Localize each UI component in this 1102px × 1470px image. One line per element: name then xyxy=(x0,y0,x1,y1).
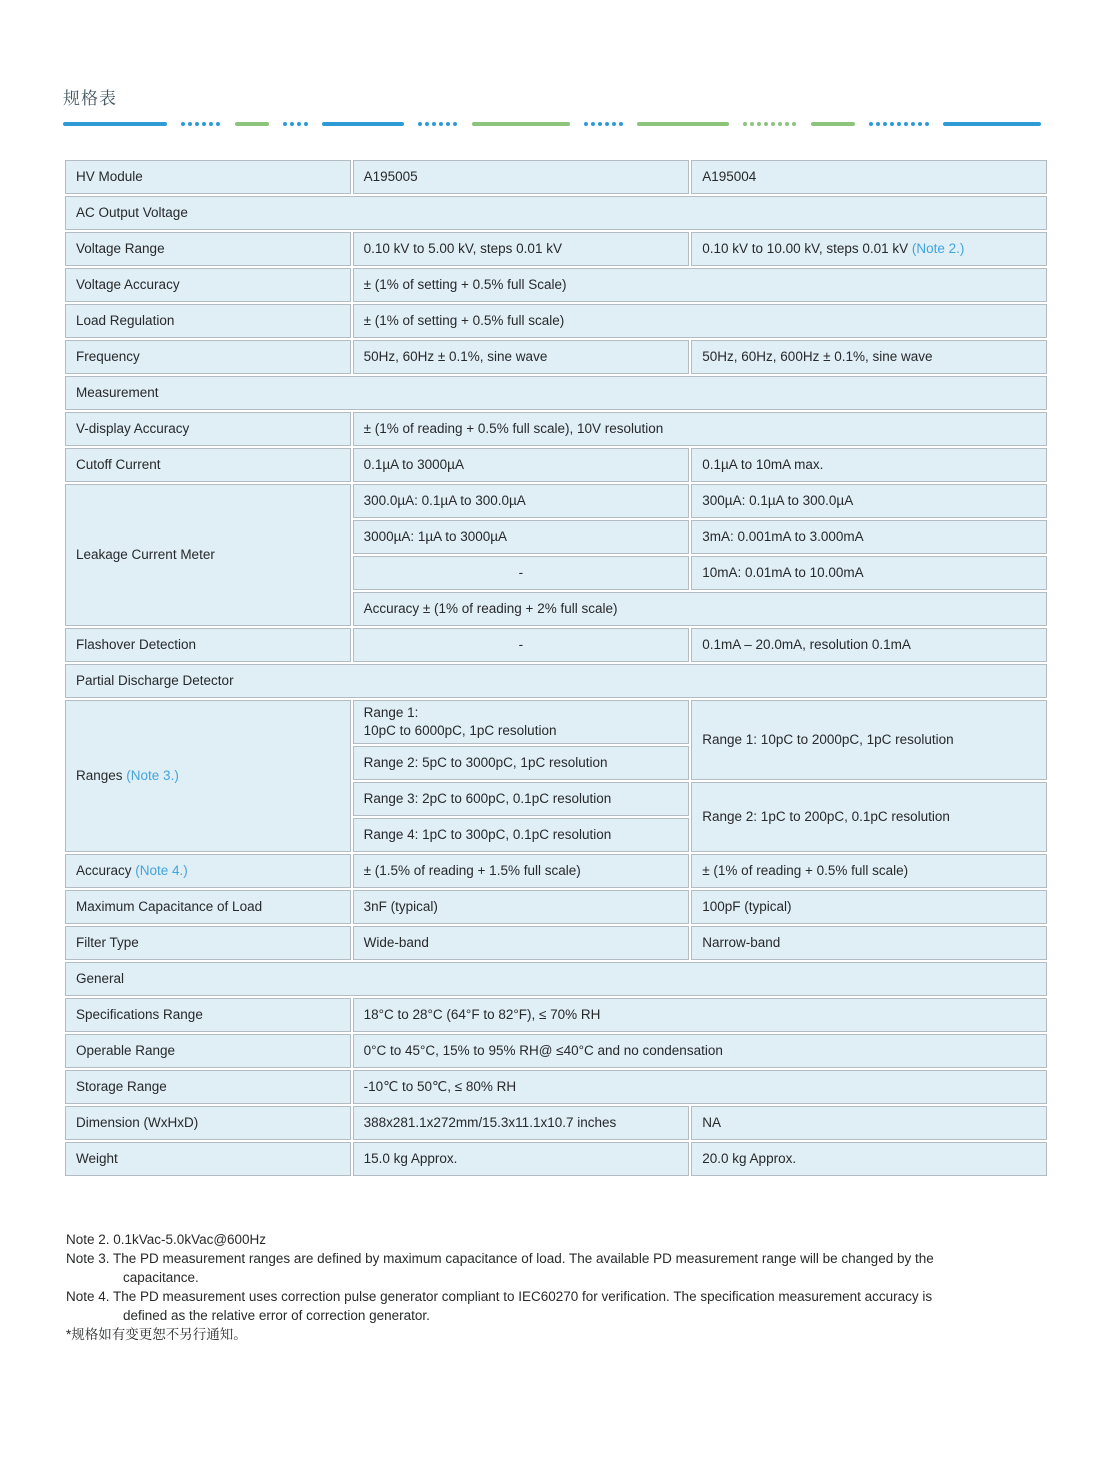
filter-type-value-b: Narrow-band xyxy=(691,926,1047,960)
flashover-value-a: - xyxy=(353,628,690,662)
divider-dot-group xyxy=(181,122,220,126)
footnote-note3: Note 3. The PD measurement ranges are defined by maximum capacitance of load. The available PD measurement range will be changed by the capacitance. xyxy=(66,1251,934,1285)
ranges-label-text: Ranges xyxy=(76,768,127,783)
section-row-measurement xyxy=(65,376,1047,410)
header-model-a195005: A195005 xyxy=(353,160,690,194)
leakage-row1-value-b: 300µA: 0.1µA to 300.0µA xyxy=(691,484,1047,518)
divider-dot xyxy=(202,122,206,126)
table-row-header xyxy=(65,160,1047,194)
divider-dot xyxy=(869,122,873,126)
v-display-accuracy-label: V-display Accuracy xyxy=(65,412,351,446)
table-row-ranges-1 xyxy=(65,700,1047,744)
divider-dot xyxy=(778,122,782,126)
divider-dot xyxy=(897,122,901,126)
ranges-b1-cell: Range 1: 10pC to 2000pC, 1pC resolution xyxy=(691,700,1047,780)
storage-range-label: Storage Range xyxy=(65,1070,351,1104)
divider-dot xyxy=(425,122,429,126)
voltage-range-value-a: 0.10 kV to 5.00 kV, steps 0.01 kV xyxy=(353,232,690,266)
divider-dot xyxy=(771,122,775,126)
divider-dot xyxy=(757,122,761,126)
divider-dot xyxy=(591,122,595,126)
leakage-row2-value-b: 3mA: 0.001mA to 3.000mA xyxy=(691,520,1047,554)
weight-value-b: 20.0 kg Approx. xyxy=(691,1142,1047,1176)
divider-dot xyxy=(904,122,908,126)
table-row-voltage-accuracy xyxy=(65,268,1047,302)
divider-dot xyxy=(743,122,747,126)
header-model-a195004: A195004 xyxy=(691,160,1047,194)
divider-dot-group xyxy=(283,122,308,126)
ranges-a2-cell: Range 2: 5pC to 3000pC, 1pC resolution xyxy=(353,746,690,780)
divider-dot xyxy=(446,122,450,126)
divider-dot xyxy=(453,122,457,126)
table-row-load-regulation xyxy=(65,304,1047,338)
divider-dot xyxy=(619,122,623,126)
divider-dot xyxy=(605,122,609,126)
divider-dot xyxy=(785,122,789,126)
table-row-pd-accuracy xyxy=(65,854,1047,888)
divider-dash xyxy=(943,122,1041,126)
voltage-accuracy-label: Voltage Accuracy xyxy=(65,268,351,302)
section-title-general: General xyxy=(65,962,1047,996)
note4-reference-link: (Note 4.) xyxy=(135,863,188,878)
max-capacitance-value-b: 100pF (typical) xyxy=(691,890,1047,924)
dimension-value-b: NA xyxy=(691,1106,1047,1140)
dimension-label: Dimension (WxHxD) xyxy=(65,1106,351,1140)
ranges-a1-line2: 10pC to 6000pC, 1pC resolution xyxy=(363,723,557,738)
divider-dot xyxy=(890,122,894,126)
table-row-weight xyxy=(65,1142,1047,1176)
pd-accuracy-label-text: Accuracy xyxy=(76,863,136,878)
divider-dot xyxy=(612,122,616,126)
divider-dot xyxy=(911,122,915,126)
ranges-label xyxy=(65,700,351,852)
leakage-row1-value-a: 300.0µA: 0.1µA to 300.0µA xyxy=(353,484,690,518)
divider-dot xyxy=(209,122,213,126)
pd-accuracy-value-b: ± (1% of reading + 0.5% full scale) xyxy=(691,854,1047,888)
section-row-ac-output xyxy=(65,196,1047,230)
divider-dot-group xyxy=(869,122,929,126)
voltage-range-value-b xyxy=(691,232,1047,266)
note3-reference-link: (Note 3.) xyxy=(126,768,179,783)
divider-dot xyxy=(584,122,588,126)
divider-dot xyxy=(925,122,929,126)
load-regulation-label: Load Regulation xyxy=(65,304,351,338)
frequency-label: Frequency xyxy=(65,340,351,374)
filter-type-label: Filter Type xyxy=(65,926,351,960)
divider-dot xyxy=(598,122,602,126)
divider-dash xyxy=(235,122,269,126)
section-row-partial-discharge xyxy=(65,664,1047,698)
operable-range-value: 0°C to 45°C, 15% to 95% RH@ ≤40°C and no condensation xyxy=(353,1034,1047,1068)
divider-dot xyxy=(764,122,768,126)
ranges-a4-cell: Range 4: 1pC to 300pC, 0.1pC resolution xyxy=(353,818,690,852)
divider-dot xyxy=(195,122,199,126)
divider-dot xyxy=(181,122,185,126)
storage-range-value: -10℃ to 50℃, ≤ 80% RH xyxy=(353,1070,1047,1104)
divider-dot xyxy=(750,122,754,126)
cutoff-current-value-a: 0.1µA to 3000µA xyxy=(353,448,690,482)
weight-value-a: 15.0 kg Approx. xyxy=(353,1142,690,1176)
footnote-note4: Note 4. The PD measurement uses correction pulse generator compliant to IEC60270 for verification. The specification measurement accuracy is defined as the relative error of correction generator. xyxy=(66,1289,933,1323)
divider-dot-group xyxy=(418,122,457,126)
divider-dot xyxy=(304,122,308,126)
voltage-accuracy-value: ± (1% of setting + 0.5% full Scale) xyxy=(353,268,1047,302)
section-title-measurement: Measurement xyxy=(65,376,1047,410)
frequency-value-a: 50Hz, 60Hz ± 0.1%, sine wave xyxy=(353,340,690,374)
divider-dot-group xyxy=(743,122,796,126)
leakage-current-meter-label: Leakage Current Meter xyxy=(65,484,351,626)
leakage-row3-value-a: - xyxy=(353,556,690,590)
divider-dash xyxy=(322,122,404,126)
ranges-a3-cell: Range 3: 2pC to 600pC, 0.1pC resolution xyxy=(353,782,690,816)
filter-type-value-a: Wide-band xyxy=(353,926,690,960)
section-row-general xyxy=(65,962,1047,996)
table-row-leakage-1 xyxy=(65,484,1047,518)
table-row-filter-type xyxy=(65,926,1047,960)
max-capacitance-label: Maximum Capacitance of Load xyxy=(65,890,351,924)
divider-dot xyxy=(216,122,220,126)
ranges-b2-cell: Range 2: 1pC to 200pC, 0.1pC resolution xyxy=(691,782,1047,852)
divider-dash xyxy=(811,122,855,126)
cutoff-current-value-b: 0.1µA to 10mA max. xyxy=(691,448,1047,482)
table-row-flashover xyxy=(65,628,1047,662)
divider-dot xyxy=(876,122,880,126)
table-row-operable-range xyxy=(65,1034,1047,1068)
divider-dot xyxy=(290,122,294,126)
divider-dot xyxy=(792,122,796,126)
table-row-voltage-range xyxy=(65,232,1047,266)
divider-dot xyxy=(439,122,443,126)
table-row-v-display-accuracy xyxy=(65,412,1047,446)
divider-dot xyxy=(283,122,287,126)
table-row-dimension xyxy=(65,1106,1047,1140)
frequency-value-b: 50Hz, 60Hz, 600Hz ± 0.1%, sine wave xyxy=(691,340,1047,374)
specifications-range-value: 18°C to 28°C (64°F to 82°F), ≤ 70% RH xyxy=(353,998,1047,1032)
weight-label: Weight xyxy=(65,1142,351,1176)
v-display-accuracy-value: ± (1% of reading + 0.5% full scale), 10V resolution xyxy=(353,412,1047,446)
divider-dot xyxy=(188,122,192,126)
divider-dot xyxy=(418,122,422,126)
footnotes xyxy=(66,1230,976,1344)
pd-accuracy-value-a: ± (1.5% of reading + 1.5% full scale) xyxy=(353,854,690,888)
dimension-value-a: 388x281.1x272mm/15.3x11.1x10.7 inches xyxy=(353,1106,690,1140)
divider-dot xyxy=(432,122,436,126)
table-row-specifications-range xyxy=(65,998,1047,1032)
table-row-storage-range xyxy=(65,1070,1047,1104)
divider-dot xyxy=(297,122,301,126)
operable-range-label: Operable Range xyxy=(65,1034,351,1068)
decorative-divider xyxy=(63,121,1041,126)
cutoff-current-label: Cutoff Current xyxy=(65,448,351,482)
footnote-disclaimer: *规格如有变更恕不另行通知。 xyxy=(66,1327,247,1342)
voltage-range-value-b-text: 0.10 kV to 10.00 kV, steps 0.01 kV xyxy=(702,241,912,256)
specifications-range-label: Specifications Range xyxy=(65,998,351,1032)
flashover-value-b: 0.1mA – 20.0mA, resolution 0.1mA xyxy=(691,628,1047,662)
specifications-table xyxy=(63,158,1049,1178)
page-title: 规格表 xyxy=(63,89,117,108)
divider-dash xyxy=(472,122,570,126)
table-row-frequency xyxy=(65,340,1047,374)
load-regulation-value: ± (1% of setting + 0.5% full scale) xyxy=(353,304,1047,338)
table-row-cutoff-current xyxy=(65,448,1047,482)
section-title-partial-discharge-detector: Partial Discharge Detector xyxy=(65,664,1047,698)
note2-reference-link: (Note 2.) xyxy=(911,241,965,256)
leakage-accuracy-value: Accuracy ± (1% of reading + 2% full scale) xyxy=(353,592,1047,626)
pd-accuracy-label xyxy=(65,854,351,888)
voltage-range-label: Voltage Range xyxy=(65,232,351,266)
max-capacitance-value-a: 3nF (typical) xyxy=(353,890,690,924)
table-row-max-capacitance xyxy=(65,890,1047,924)
flashover-detection-label: Flashover Detection xyxy=(65,628,351,662)
divider-dot-group xyxy=(584,122,623,126)
footnote-note2: Note 2. 0.1kVac-5.0kVac@600Hz xyxy=(66,1232,267,1247)
divider-dot xyxy=(918,122,922,126)
section-title-ac-output-voltage: AC Output Voltage xyxy=(65,196,1047,230)
leakage-row2-value-a: 3000µA: 1µA to 3000µA xyxy=(353,520,690,554)
divider-dot xyxy=(883,122,887,126)
divider-dash xyxy=(63,122,167,126)
divider-dash xyxy=(637,122,729,126)
leakage-row3-value-b: 10mA: 0.01mA to 10.00mA xyxy=(691,556,1047,590)
ranges-a1-line1: Range 1: xyxy=(363,705,419,720)
ranges-a1-cell xyxy=(353,700,690,744)
header-hv-module: HV Module xyxy=(65,160,351,194)
